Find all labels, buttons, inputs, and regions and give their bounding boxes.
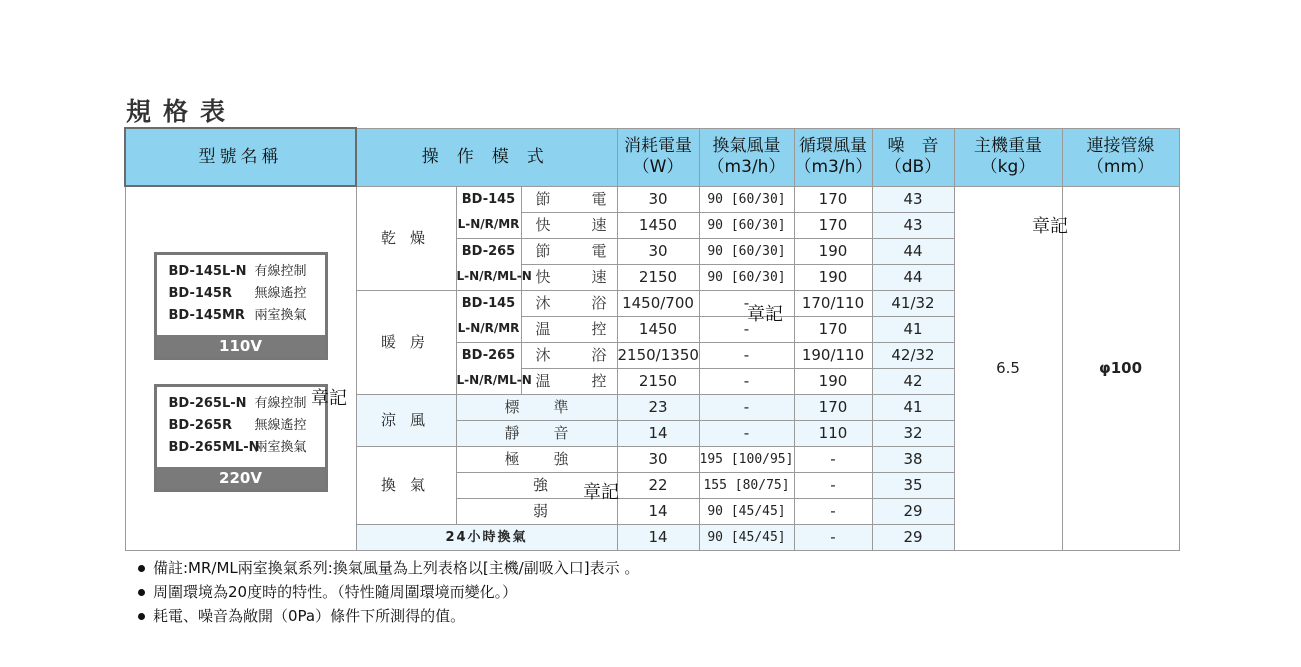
power-cell: 2150/1350 bbox=[617, 342, 699, 368]
sub-mode: 温 控 bbox=[521, 368, 617, 394]
power-cell: 30 bbox=[617, 238, 699, 264]
group-heat: 暖房 bbox=[356, 290, 456, 394]
power-cell: 30 bbox=[617, 186, 699, 212]
circ-cell: 170 bbox=[794, 394, 872, 420]
header-vent-air: 換氣風量 （m3/h） bbox=[699, 128, 794, 186]
vent-cell: 90 [45/45] bbox=[699, 524, 794, 550]
noise-cell: 44 bbox=[872, 264, 954, 290]
model-box-110v: BD-145L-N 有線控制 BD-145R 無線遙控 BD-145MR 兩室換氣 110V bbox=[154, 252, 328, 360]
group-24h: 24小時換氣 bbox=[356, 524, 617, 550]
power-cell: 23 bbox=[617, 394, 699, 420]
spec-table bbox=[124, 127, 1180, 551]
circ-cell: 190 bbox=[794, 264, 872, 290]
sub-mode: 節 電 bbox=[521, 238, 617, 264]
circ-cell: 110 bbox=[794, 420, 872, 446]
header-noise: 噪 音 （dB） bbox=[872, 128, 954, 186]
vent-cell: - bbox=[699, 316, 794, 342]
header-power: 消耗電量 （W） bbox=[617, 128, 699, 186]
header-pipe: 連接管線 （mm） bbox=[1062, 128, 1179, 186]
power-cell: 30 bbox=[617, 446, 699, 472]
stamp-text: 章記 bbox=[311, 388, 347, 409]
header-circ-air: 循環風量 （m3/h） bbox=[794, 128, 872, 186]
vent-cell: - bbox=[699, 368, 794, 394]
voltage-badge: 220V bbox=[157, 467, 325, 489]
power-cell: 1450 bbox=[617, 316, 699, 342]
vent-cell: - bbox=[699, 290, 794, 316]
vent-cell: 90 [60/30] bbox=[699, 264, 794, 290]
sub-mode: 極 強 bbox=[456, 446, 617, 472]
model-cell bbox=[125, 186, 356, 550]
circ-cell: - bbox=[794, 446, 872, 472]
page-title: 規格表 bbox=[126, 97, 238, 126]
vent-cell: 90 [60/30] bbox=[699, 186, 794, 212]
power-cell: 22 bbox=[617, 472, 699, 498]
sub-mode: 快 速 bbox=[521, 264, 617, 290]
power-cell: 2150 bbox=[617, 264, 699, 290]
noise-cell: 41 bbox=[872, 316, 954, 342]
sub-mode: 強 bbox=[456, 472, 617, 498]
circ-cell: 170/110 bbox=[794, 290, 872, 316]
note-item: 周圍環境為20度時的特性。（特性隨周圍環境而變化。） bbox=[138, 580, 639, 604]
model-label: BD-265 L-N/R/ML-N bbox=[456, 238, 521, 290]
sub-mode: 弱 bbox=[456, 498, 617, 524]
noise-cell: 41 bbox=[872, 394, 954, 420]
power-cell: 14 bbox=[617, 524, 699, 550]
vent-cell: 195 [100/95] bbox=[699, 446, 794, 472]
notes bbox=[138, 556, 639, 628]
power-cell: 1450/700 bbox=[617, 290, 699, 316]
voltage-badge: 110V bbox=[157, 335, 325, 357]
noise-cell: 42 bbox=[872, 368, 954, 394]
bullet-icon bbox=[138, 589, 145, 596]
sub-mode: 靜 音 bbox=[456, 420, 617, 446]
stamp-text: 章記 bbox=[583, 482, 619, 503]
noise-cell: 35 bbox=[872, 472, 954, 498]
bullet-icon bbox=[138, 613, 145, 620]
model-label: BD-145 L-N/R/MR bbox=[456, 290, 521, 342]
stamp-text: 章記 bbox=[747, 304, 783, 325]
vent-cell: - bbox=[699, 420, 794, 446]
model-label: BD-265 L-N/R/ML-N bbox=[456, 342, 521, 394]
circ-cell: - bbox=[794, 524, 872, 550]
noise-cell: 44 bbox=[872, 238, 954, 264]
noise-cell: 32 bbox=[872, 420, 954, 446]
circ-cell: 170 bbox=[794, 186, 872, 212]
group-cool: 涼風 bbox=[356, 394, 456, 446]
circ-cell: 190 bbox=[794, 238, 872, 264]
noise-cell: 41/32 bbox=[872, 290, 954, 316]
group-dry: 乾燥 bbox=[356, 186, 456, 290]
note-item: 耗電、噪音為敞開（0Pa）條件下所測得的值。 bbox=[138, 604, 639, 628]
header-weight: 主機重量 （kg） bbox=[954, 128, 1062, 186]
stamp-text: 章記 bbox=[1032, 216, 1068, 237]
sub-mode: 沐 浴 bbox=[521, 290, 617, 316]
model-box-220v: BD-265L-N 有線控制 BD-265R 無線遙控 BD-265ML-N 兩室換氣 220V bbox=[154, 384, 328, 492]
noise-cell: 29 bbox=[872, 524, 954, 550]
vent-cell: 155 [80/75] bbox=[699, 472, 794, 498]
vent-cell: 90 [60/30] bbox=[699, 212, 794, 238]
noise-cell: 43 bbox=[872, 186, 954, 212]
noise-cell: 38 bbox=[872, 446, 954, 472]
vent-cell: 90 [60/30] bbox=[699, 238, 794, 264]
sub-mode: 節 電 bbox=[521, 186, 617, 212]
noise-cell: 29 bbox=[872, 498, 954, 524]
circ-cell: 190/110 bbox=[794, 342, 872, 368]
power-cell: 14 bbox=[617, 498, 699, 524]
circ-cell: 170 bbox=[794, 212, 872, 238]
power-cell: 2150 bbox=[617, 368, 699, 394]
vent-cell: 90 [45/45] bbox=[699, 498, 794, 524]
weight-cell: 6.5 bbox=[954, 186, 1062, 550]
circ-cell: - bbox=[794, 498, 872, 524]
power-cell: 14 bbox=[617, 420, 699, 446]
table-row bbox=[125, 186, 1179, 212]
noise-cell: 42/32 bbox=[872, 342, 954, 368]
model-label: BD-145 L-N/R/MR bbox=[456, 186, 521, 238]
noise-cell: 43 bbox=[872, 212, 954, 238]
header-model: 型號名稱 bbox=[125, 128, 356, 186]
header-mode: 操作模式 bbox=[356, 128, 617, 186]
sub-mode: 標 準 bbox=[456, 394, 617, 420]
vent-cell: - bbox=[699, 394, 794, 420]
power-cell: 1450 bbox=[617, 212, 699, 238]
vent-cell: - bbox=[699, 342, 794, 368]
sub-mode: 快 速 bbox=[521, 212, 617, 238]
sub-mode: 温 控 bbox=[521, 316, 617, 342]
circ-cell: - bbox=[794, 472, 872, 498]
circ-cell: 190 bbox=[794, 368, 872, 394]
sub-mode: 沐 浴 bbox=[521, 342, 617, 368]
pipe-cell: φ100 bbox=[1062, 186, 1179, 550]
circ-cell: 170 bbox=[794, 316, 872, 342]
note-item: 備註:MR/ML兩室換氣系列:換氣風量為上列表格以[主機/副吸入口]表示 。 bbox=[138, 556, 639, 580]
group-vent: 換氣 bbox=[356, 446, 456, 524]
bullet-icon bbox=[138, 565, 145, 572]
